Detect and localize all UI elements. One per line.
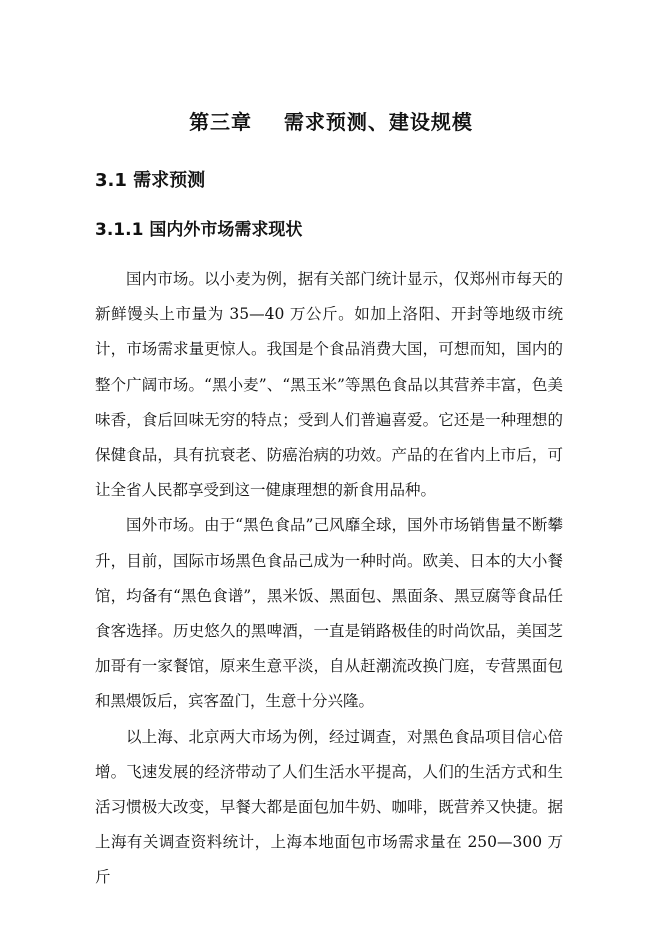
subsection-heading: 3.1.1 国内外市场需求现状: [95, 220, 303, 240]
paragraph-foreign-market: 国外市场。由于“黑色食品”己风靡全球，国外市场销售量不断攀升，目前，国际市场黑色食品己成为一种时尚。欧美、日本的大小餐馆，均备有“黑色食谱”，黑米饭、黑面包、黑面条、黑豆腐等食品任食客选择。历史悠久的黑啤酒，一直是销路极佳的时尚饮品，美国芝加哥有一家餐馆，原来生意平淡，自从赶潮流改换门庭，专营黑面包和黑煨饭后，宾客盈门，生意十分兴隆。: [95, 516, 563, 711]
section-heading: 3.1 需求预测: [95, 170, 206, 191]
body-text: [95, 262, 563, 896]
paragraph-shanghai-beijing: 以上海、北京两大市场为例，经过调查，对黑色食品项目信心倍增。飞速发展的经济带动了人们生活水平提高，人们的生活方式和生活习惯极大改变，早餐大都是面包加牛奶、咖啡，既营养又快捷。据上海有关调查资料统计，上海本地面包市场需求量在 250—300 万斤: [95, 727, 563, 887]
chapter-title: 第三章 需求预测、建设规模: [189, 110, 473, 134]
paragraph-domestic-market: 国内市场。以小麦为例，据有关部门统计显示，仅郑州市每天的新鲜馒头上市量为 35—40 万公斤。如加上洛阳、开封等地级市统计，市场需求量更惊人。我国是个食品消费大国，可想而知，国内的整个广阔市场。“黑小麦”、“黑玉米”等黑色食品以其营养丰富，色美味香，食后回味无穷的特点；受到人们普遍喜爱。它还是一种理想的保健食品，具有抗衰老、防癌治病的功效。产品的在省内上市后，可让全省人民都享受到这一健康理想的新食用品种。: [95, 270, 563, 500]
